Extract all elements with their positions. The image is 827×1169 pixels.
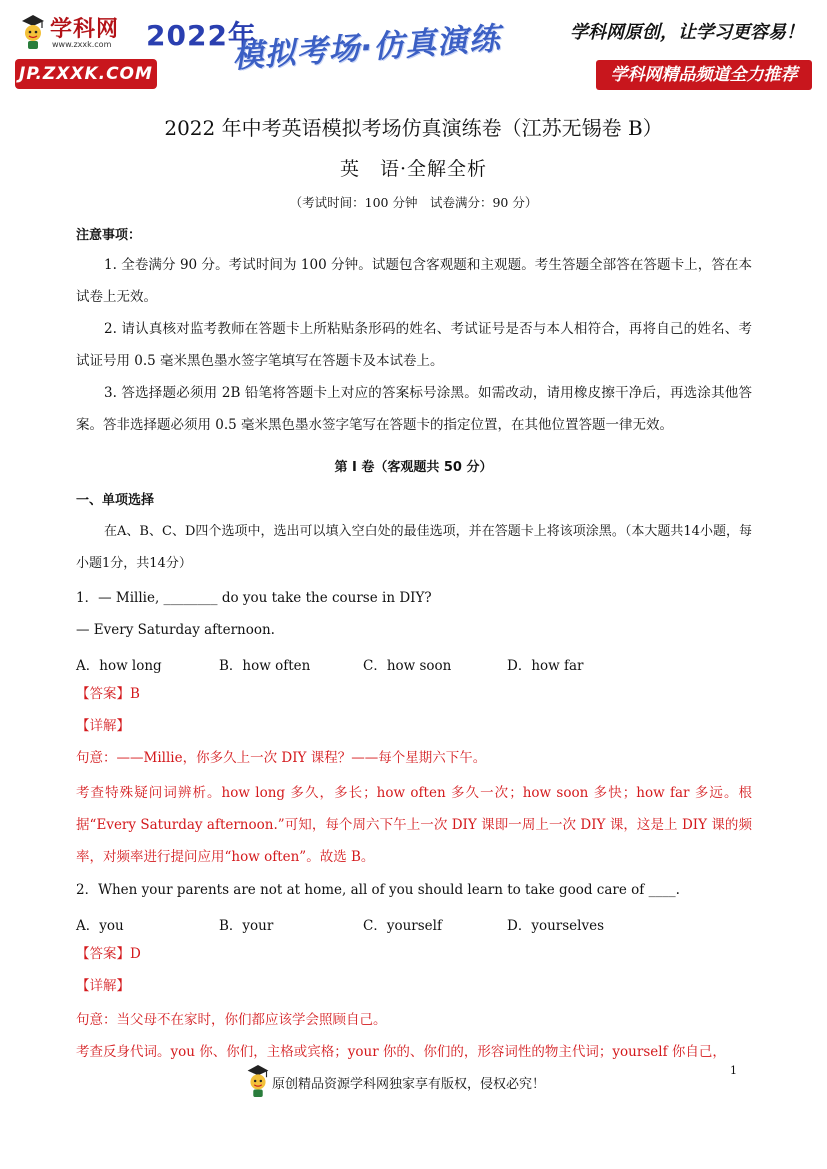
notice-item: 3. 答选择题必须用 2B 铅笔将答题卡上对应的答案标号涂黑。如需改动，请用橡皮擦干净后，再选涂其他答案。答非选择题必须用 0.5 毫米黑色墨水签字笔写在答题卡的指定位置，在其他位置答题一律无效。 bbox=[76, 385, 752, 433]
footer-copyright: 原创精品资源学科网独家享有版权，侵权必究！ bbox=[272, 1077, 546, 1092]
option-d: D．yourselves bbox=[507, 918, 605, 934]
notice-item: 2. 请认真核对监考教师在答题卡上所粘贴条形码的姓名、考试证号是否与本人相符合，再将自己的姓名、考试证号用 0.5 毫米黑色墨水签字笔填写在答题卡及本试卷上。 bbox=[76, 321, 752, 369]
part-instruction: 在A、B、C、D四个选项中，选出可以填入空白处的最佳选项，并在答题卡上将该项涂黑。（本大题共14小题，每小题1分，共14分） bbox=[76, 524, 752, 571]
page-subtitle: 英 语·全解全析 bbox=[339, 158, 488, 180]
option-d: D．how far bbox=[507, 658, 584, 674]
section-title: 第 I 卷（客观题共 50 分） bbox=[334, 460, 493, 475]
page-title: 2022 年中考英语模拟考场仿真演练卷（江苏无锡卷 B） bbox=[164, 116, 663, 140]
channel-badge[interactable]: 学科网精品频道全力推荐 bbox=[596, 60, 812, 90]
option-a: A．you bbox=[76, 918, 124, 934]
answer-label: 【答案】B bbox=[76, 686, 140, 702]
option-a: A．how long bbox=[76, 658, 162, 674]
option-row bbox=[76, 906, 752, 938]
logo-url: www.zxxk.com bbox=[52, 40, 112, 49]
exam-info: （考试时间：100 分钟 试卷满分：90 分） bbox=[289, 195, 538, 210]
year-label: 2022年 bbox=[146, 19, 257, 52]
mascot-graduate-icon bbox=[20, 14, 46, 50]
question-stem: 1．— Millie, ________ do you take the course in DIY? bbox=[76, 590, 432, 606]
site-logo[interactable] bbox=[14, 12, 126, 52]
slogan-text: 学科网原创，让学习更容易！ bbox=[570, 22, 804, 43]
mascot-graduate-icon bbox=[244, 1064, 272, 1098]
detail-label: 【详解】 bbox=[76, 978, 130, 994]
option-b: B．how often bbox=[219, 658, 311, 674]
logo-wordmark: 学科网 bbox=[50, 17, 120, 42]
banner-title: 模拟考场·仿真演练 bbox=[231, 20, 502, 76]
explanation-line: 考查特殊疑问词辨析。how long 多久，多长；how often 多久一次；how soon 多快；how far 多远。根据“Every Saturday afternoon.”可知，每个周六下午上一次 DIY 课即一周上一次 DIY 课，这是上 DIY 课的频率，对频率进行提问应用“how often”。故选 B。 bbox=[76, 785, 752, 865]
question-stem: 2．When your parents are not at home, all of you should learn to take good care of ____. bbox=[76, 882, 680, 898]
option-b: B．your bbox=[219, 918, 274, 934]
question-stem-reply: — Every Saturday afternoon. bbox=[76, 622, 275, 638]
explanation-line: 句意：当父母不在家时，你们都应该学会照顾自己。 bbox=[76, 1012, 387, 1028]
explanation-line: 考查反身代词。you 你、你们，主格或宾格；your 你的、你们的，形容词性的物主代词；yourself 你自己， bbox=[76, 1044, 726, 1060]
jp-link-badge[interactable]: JP.ZXXK.COM bbox=[15, 59, 157, 89]
explanation-line: 句意：——Millie，你多久上一次 DIY 课程？——每个星期六下午。 bbox=[76, 750, 487, 766]
option-row bbox=[76, 646, 752, 678]
detail-label: 【详解】 bbox=[76, 718, 130, 734]
page-number: 1 bbox=[730, 1064, 737, 1077]
part-heading: 一、单项选择 bbox=[76, 493, 155, 508]
notice-heading: 注意事项： bbox=[76, 228, 142, 243]
option-c: C．how soon bbox=[363, 658, 452, 674]
option-c: C．yourself bbox=[363, 918, 442, 934]
answer-label: 【答案】D bbox=[76, 946, 141, 962]
notice-item: 1. 全卷满分 90 分。考试时间为 100 分钟。试题包含客观题和主观题。考生答题全部答在答题卡上，答在本试卷上无效。 bbox=[76, 257, 752, 305]
